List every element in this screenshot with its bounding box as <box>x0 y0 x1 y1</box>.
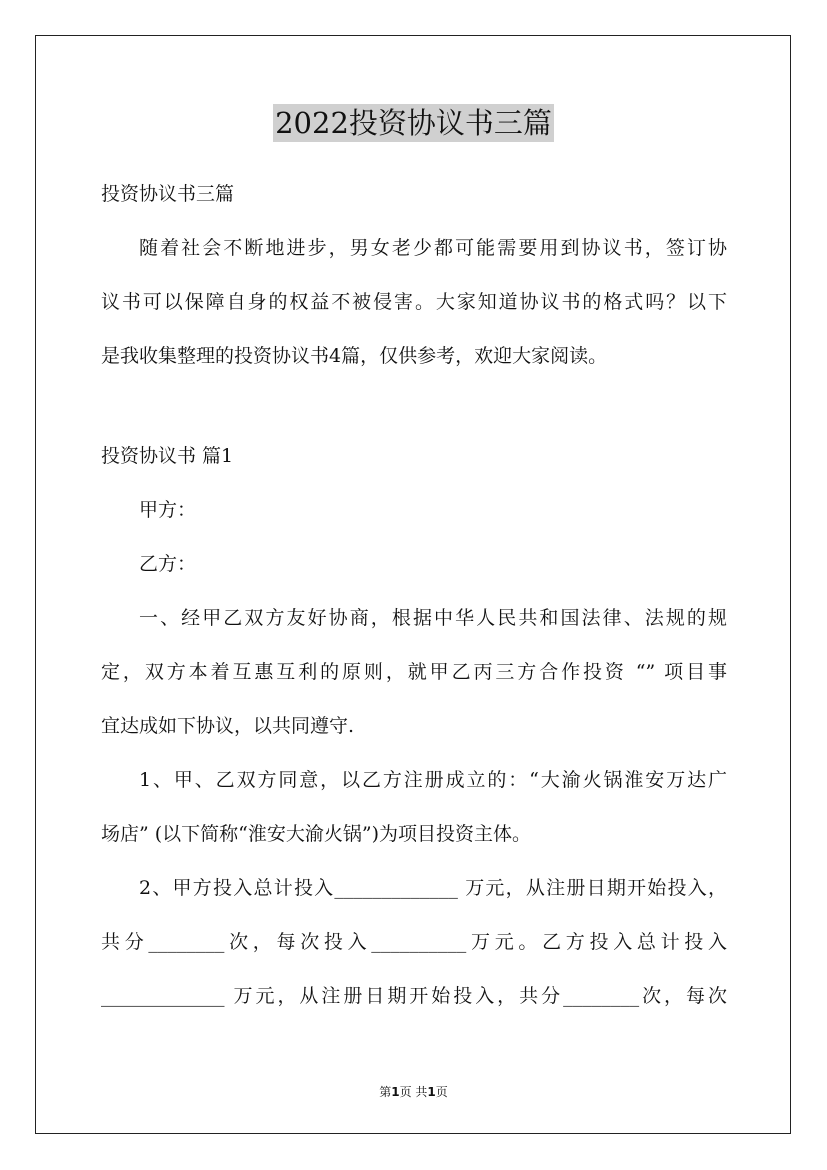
document-subtitle: 投资协议书三篇 <box>101 183 235 205</box>
clause-line: 1、甲、乙双方同意，以乙方注册成立的：“大渝火锅淮安万达广 <box>139 769 727 791</box>
intro-line: 随着社会不断地进步，男女老少都可能需要用到协议书，签订协 <box>139 237 727 259</box>
page-footer <box>0 1083 827 1100</box>
clause-line: 一、经甲乙双方友好协商，根据中华人民共和国法律、法规的规 <box>139 607 727 629</box>
intro-paragraph <box>101 226 727 388</box>
footer-page-current: 1 <box>391 1085 400 1099</box>
title-container <box>0 104 827 142</box>
section-heading: 投资协议书 篇1 <box>101 445 234 467</box>
intro-line: 议书可以保障自身的权益不被侵害。大家知道协议书的格式吗？以下 <box>101 291 727 313</box>
clause-1 <box>101 596 727 758</box>
party-a-label: 甲方： <box>139 499 197 521</box>
intro-line: 是我收集整理的投资协议书4篇，仅供参考，欢迎大家阅读。 <box>101 345 608 367</box>
footer-mid: 页 共 <box>399 1085 428 1099</box>
paragraph-spacer <box>101 388 727 434</box>
clause-line: 宜达成如下协议，以共同遵守. <box>101 715 355 737</box>
party-b-label: 乙方： <box>139 553 197 575</box>
document-title: 2022投资协议书三篇 <box>275 106 552 140</box>
clause-line: 2、甲方投入总计投入_____________ 万元，从注册日期开始投入， <box>139 877 727 899</box>
clause-line: 共分________次，每次投入__________万元。乙方投入总计投入 <box>101 931 727 953</box>
clause-line: 场店” (以下简称“淮安大渝火锅”)为项目投资主体。 <box>101 823 532 845</box>
clause-line: 定，双方本着互惠互利的原则，就甲乙丙三方合作投资 “” 项目事 <box>101 661 727 683</box>
footer-page-total: 1 <box>427 1085 436 1099</box>
document-body <box>101 172 727 1028</box>
clause-line: _____________ 万元，从注册日期开始投入，共分________次，每次 <box>101 985 727 1007</box>
clause-1-1 <box>101 758 727 866</box>
footer-suffix: 页 <box>435 1085 448 1099</box>
clause-1-2 <box>101 866 727 1028</box>
footer-prefix: 第 <box>379 1085 392 1099</box>
